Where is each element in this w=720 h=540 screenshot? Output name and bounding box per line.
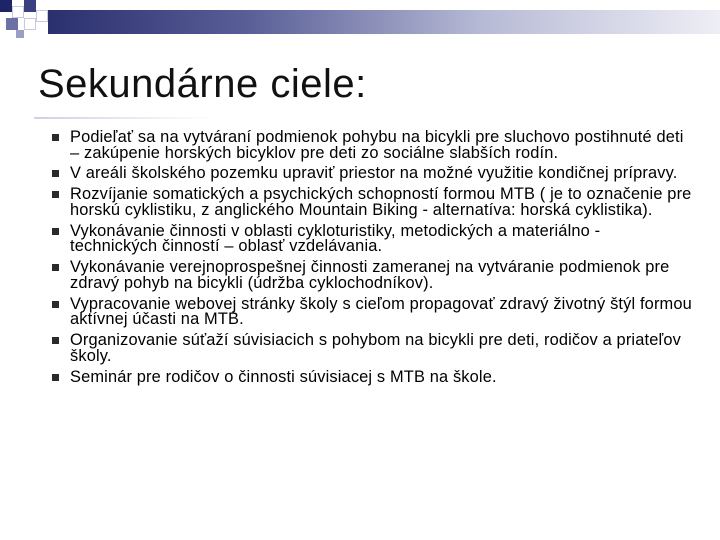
bullet-text: Organizovanie súťaží súvisiacich s pohybom na bicykli pre deti, rodičov a priateľov školy.	[70, 331, 681, 365]
bullet-item	[52, 130, 692, 161]
filled-square-bullet-icon	[52, 301, 59, 308]
filled-square-bullet-icon	[52, 228, 59, 235]
bullet-list	[52, 130, 692, 391]
bullet-item	[52, 187, 692, 218]
filled-square-bullet-icon	[52, 191, 59, 198]
filled-square-bullet-icon	[52, 374, 59, 381]
bullet-text: Rozvíjanie somatických a psychických schopností formou MTB ( je to označenie pre horskú cyklistiku, z anglického Mountain Biking - alternatíva: horská cyklistika).	[70, 185, 692, 219]
bullet-text: Vypracovanie webovej stránky školy s cieľom propagovať zdravý životný štýl formou aktívnej účasti na MTB.	[70, 294, 692, 329]
title-underline	[34, 117, 214, 119]
header-decoration	[0, 0, 720, 48]
header-gradient-band	[48, 10, 720, 34]
bullet-item	[52, 166, 692, 182]
bullet-item	[52, 294, 692, 329]
bullet-text: Vykonávanie činnosti v oblasti cykloturistiky, metodických a materiálno - technických činností – oblasť vzdelávania.	[70, 221, 601, 256]
decorative-square	[24, 0, 36, 12]
decorative-square	[24, 18, 36, 30]
decorative-square	[12, 6, 24, 18]
bullet-item	[52, 367, 692, 386]
bullet-item	[52, 260, 692, 291]
decorative-square	[36, 10, 48, 22]
filled-square-bullet-icon	[52, 134, 59, 141]
bullet-text: Vykonávanie verejnoprospešnej činnosti zameranej na vytváranie podmienok pre zdravý pohyb na bicykli (údržba cyklochodníkov).	[70, 258, 670, 292]
decorative-square	[6, 18, 18, 30]
bullet-item	[52, 333, 692, 364]
bullet-text: V areáli školského pozemku upraviť priestor na možné využitie kondičnej prípravy.	[70, 164, 678, 183]
filled-square-bullet-icon	[52, 337, 59, 344]
slide-title: Sekundárne ciele:	[38, 62, 367, 106]
bullet-text: Seminár pre rodičov o činnosti súvisiacej s MTB na škole.	[70, 367, 497, 386]
bullet-text: Podieľať sa na vytváraní podmienok pohybu na bicykli pre sluchovo postihnuté deti – zakúpenie horských bicyklov pre deti zo sociálne slabších rodín.	[70, 128, 684, 162]
decorative-square	[16, 30, 24, 38]
decorative-square	[0, 0, 12, 12]
bullet-item	[52, 221, 692, 256]
filled-square-bullet-icon	[52, 264, 59, 271]
filled-square-bullet-icon	[52, 170, 59, 177]
